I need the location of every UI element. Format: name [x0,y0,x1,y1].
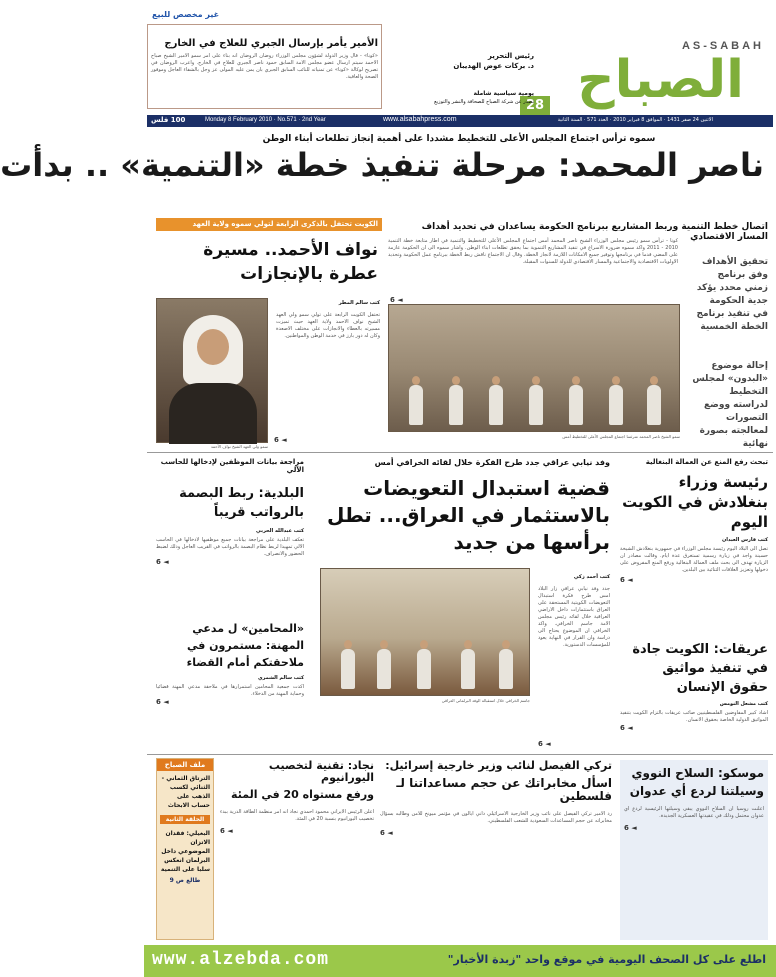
main-photo-person-5 [569,385,583,425]
footer-banner [144,945,776,977]
arifat-page-ref[interactable]: ◄ 6 [620,724,633,732]
baladiya-kicker: مراجعة بيانات الموظفين لإدخالها للحاسب الآلي [160,458,304,474]
turki-body: رد الامير تركي الفيصل على نائب وزير الخارجية الاسرائيلي داني ايالون في مؤتمر ميونخ للامن وطالبه بسؤال مخابراته عن حجم المساعدات السعودية للشعب الفلسطيني. [380,811,612,825]
bangladesh-body: تصل الى البلاد اليوم رئيسة مجلس الوزراء في جمهورية بنغلادش الشيخة حسينة واجد في زيارة رسمية تستغرق عدة ايام. وقالت مصادر ان الزيارة تهدف الى بحث ملف العمالة البنغالية ورفع المنع المفروض على دخولها وتعزيز العلاقات الثنائية بين البلدين. [619,546,768,573]
logo-latin: AS-SABAH [681,40,764,52]
nejad-kicker: نجاد: تقنية لتخصيب اليورانيوم [268,759,374,785]
side-right-headline-2: إحالة موضوع «البدون» لمجلس التخطيط لدراسته ووضع التصورات لمعالجته بصورة نهائية [692,361,768,449]
footer-url[interactable]: www.alzebda.com [152,950,330,970]
tagline-2: تصدر عن شركة الصباح للصحافة والنشر والتوزيع [434,99,534,105]
iraq-section [310,458,610,750]
baladiya-section [156,458,304,608]
lawyers-page-ref[interactable]: ◄ 6 [156,698,169,706]
iraq-photo-person-2 [377,649,391,689]
main-page-number: 6 [390,296,395,304]
logo-block [518,32,768,112]
arifat-headline: عريقات: الكويت جادة في تنفيذ مواثيق حقوق الإنسان [632,642,768,695]
main-kicker: سموه ترأس اجتماع المجلس الأعلى للتخطيط مشددا على أهمية إنجاز تطلعات أبناء الوطن [262,134,656,144]
logo-arabic: الصباح [577,50,744,110]
divider-lower [147,754,773,755]
baladiya-byline: كتب عبدالله الحربي [256,528,304,534]
moscow-page-ref[interactable]: ◄ 6 [624,824,637,832]
nejad-section [220,760,374,940]
file-box-page[interactable]: طالع ص 9 [169,877,201,884]
main-subhead: اتصال خطط التنمية وربط المشاريع ببرنامج الحكومة يساعدان في تحديد أهداف المسار الاقتصادي [421,222,768,242]
iraq-page-number: 6 [538,740,543,748]
baladiya-page-number: 6 [156,558,161,566]
date-strip [147,115,773,127]
turki-headline: اسأل مخابراتك عن حجم مساعداتنا لـ فلسطين [396,776,612,804]
top-box-body: «كونا» - قال وزير الدولة لشؤون مجلس الوزراء روضان الروضان انه بناء على امر سمو الامير الشيخ صباح الاحمد سيتم ارسال عضو مجلس الامة السابق حمود ناصر الجبري للعلاج في الخارج. واعرب الروضان في تصريح لوكالة «كونا» عن تمنياته للنائب السابق الجبري بان يمن عليه المولى عز وجل بالشفاء العاجل وموفور الصحة والعافية. [151,53,378,80]
main-photo-person-2 [449,385,463,425]
main-photo-person-4 [529,385,543,425]
iraq-photo-person-4 [461,649,475,689]
tagline-1: يومية سياسية شاملة [473,90,534,97]
nawaf-caption: سمو ولي العهد الشيخ نواف الأحمد [210,444,268,449]
nejad-body: اعلن الرئيس الايراني محمود احمدي نجاد انه امر منظمة الطاقة الذرية ببدء تخصيب اليورانيوم بنسبة 20 في المئة. [220,809,374,823]
moscow-page-number: 6 [624,824,629,832]
bangladesh-page-number: 6 [620,576,625,584]
lawyers-headline: «المحامين» ل مدعي المهنة: مستمرون في ملاحقتكم أمام القضاء [186,622,304,669]
nawaf-page-ref[interactable]: ◄ 6 [274,436,287,444]
date-ar: الاثنين 24 صفر 1431 · الموافق 8 فبراير 2010 · العدد 571 · السنة الثانية [557,117,713,123]
nawaf-byline: كتب سالم المطر [338,300,380,306]
iraq-body: جدد وفد نيابي عراقي زار البلاد امس طرح فكرة استبدال التعويضات الكويتية المستحقة على العراق باستثمارات داخل الاراضي العراقية خلال لقائه رئيس مجلس الامة جاسم الخرافي. واكد الخرافي ان الموضوع يحتاج الى دراسة وان القرار في النهاية يعود للمؤسسات الدستورية. [538,586,610,648]
iraq-photo-person-1 [341,649,355,689]
nawaf-headline: نواف الأحمد.. مسيرة عطرة بالإنجازات [203,240,378,284]
divider-mid [147,452,773,453]
iraq-photo-person-3 [417,649,431,689]
moscow-body: اعلنت روسيا ان السلاح النووي يبقى وسيلتها الرئيسية لردع اي عدوان محتمل وذلك في عقيدتها العسكرية الجديدة. [624,806,764,819]
main-headline: ناصر المحمد: مرحلة تنفيذ خطة «التنمية» .. بدأت [0,146,764,184]
lawyers-body: اكدت جمعية المحامين استمرارها في ملاحقة مدعي المهنة قضائيا وحماية المهنة من الدخلاء. [156,684,304,697]
iraq-byline: كتب أحمد زكي [573,574,610,580]
baladiya-page-ref[interactable]: ◄ 6 [156,558,169,566]
nejad-page-ref[interactable]: ◄ 6 [220,827,233,836]
turki-kicker: تركي الفيصل لنائب وزير خارجية إسرائيل: [385,759,612,772]
bangladesh-section [620,458,768,643]
baladiya-headline: البلدية: ربط البصمة بالرواتب قريباً [179,486,304,520]
baladiya-body: تعكف البلدية على مراجعة بيانات جميع موظفيها لادخالها في الحاسب الالي تمهيدا لربط نظام البصمة بالرواتب في القريب العاجل وذلك لضبط الحضور والانصراف. [156,537,304,557]
nejad-headline: ورفع مستواه 20 في المئة [231,788,374,802]
nawaf-page-number: 6 [274,436,279,444]
price-label: 100 فلس [151,116,186,124]
editor-info [394,52,534,105]
main-body: كونا - ترأس سمو رئيس مجلس الوزراء الشيخ ناصر المحمد أمس اجتماع المجلس الأعلى للتخطيط والتنمية في اطار متابعة خطة التنمية 2010 - 2011 واكد سموه ضرورة الاسراع في تنفيذ المشاريع التنموية بما يحقق تطلعات ابناء الوطن. واشار سموه الى ان الحكومة عازمة على المضي قدما في برنامجها وتوفير جميع الامكانات اللازمة لانجاز الخطة. وقال ان الاجتماع ناقش ربط الخطة ببرنامج عمل الحكومة وتحديد الاولويات الاقتصادية والاجتماعية والمسار الاقتصادي للدولة للسنوات المقبلة. [388,238,678,265]
iraq-page-ref[interactable]: ◄ 6 [538,740,551,748]
main-page-ref[interactable]: ◄ 6 [390,296,403,304]
iraq-headline: قضية استبدال التعويضات بالاستثمار في العراق... تطل برأسها من جديد [326,476,610,554]
file-box-item-2: البغيلي: فقدان الاتزان الموضوعي داخل البرلمان انعكس سلبا على التنمية [160,830,210,873]
file-box-section: الحلقة الثانية [160,815,210,824]
nawaf-face [197,329,229,365]
editor-title: رئيس التحرير [487,52,534,60]
turki-page-ref[interactable]: ◄ 6 [380,829,393,838]
sabah-file-box [156,758,214,940]
arifat-section [620,640,768,750]
iraq-photo [320,568,530,696]
moscow-section [620,760,768,940]
bangladesh-headline: رئيسة وزراء بنغلادش في الكويت اليوم [622,473,768,531]
nawaf-section [156,218,382,450]
nawaf-body: تحتفل الكويت الرابعة على تولي سمو ولي العهد الشيخ نواف الاحمد ولاية العهد حيث تميزت مسيرته بالعطاء والانجازات على مختلف الاصعدة وكان له دور بارز في خدمة الوطن والمواطنين. [276,312,380,339]
side-right-headline: تحقيق الأهداف وفق برنامج زمني محدد يؤكد جدية الحكومة في تنفيذ برنامج الخطة الخمسية [696,257,768,332]
date-en: Monday 8 February 2010 · No.571 · 2nd Year [205,117,326,123]
nawaf-robe [169,383,257,444]
file-box-header: ملف الصباح [157,759,213,771]
nawaf-photo [156,298,268,443]
not-for-sale-tag: غير مخصص للبيع [152,10,220,19]
arifat-byline: كتب مشعل النومس [719,701,768,707]
iraq-photo-person-5 [499,649,513,689]
top-box-title: الأمير يأمر بإرسال الجبري للعلاج في الخارج [164,38,378,49]
moscow-headline: موسكو: السلاح النووي وسيلتنا لردع أي عدوان [629,766,764,798]
nejad-page-number: 6 [220,827,225,836]
lawyers-byline: كتب سالم الشمري [257,675,304,681]
footer-slogan: اطلع على كل الصحف اليومية في موقع واحد "زبدة الأخبار" [447,953,766,966]
arifat-body: اشاد كبير المفاوضين الفلسطينيين صائب عريقات بالتزام الكويت بتنفيذ المواثيق الدولية الخاصة بحقوق الانسان. [620,710,768,723]
main-photo [388,304,680,432]
issue-badge-number: 28 [525,98,545,113]
lawyers-section [156,620,304,750]
masthead [144,0,776,140]
main-photo-person-1 [409,385,423,425]
iraq-kicker: وفد نيابي عراقي جدد طرح الفكرة خلال لقائه الخرافي أمس [374,458,610,467]
arifat-page-number: 6 [620,724,625,732]
website-link[interactable]: www.alsabahpress.com [383,116,457,123]
bangladesh-byline: كتب فارس العبدان [722,537,768,543]
main-photo-person-6 [609,385,623,425]
turki-section [380,760,612,940]
turki-page-number: 6 [380,829,385,838]
main-photo-person-3 [489,385,503,425]
file-box-item-1: الترتاق الثماني - الثنائي لكسب الذهب على حساب الابحاث [161,775,210,809]
top-news-box [147,24,382,109]
lawyers-page-number: 6 [156,698,161,706]
nawaf-banner: الكويت تحتفل بالذكرى الرابعة لتولي سموه ولاية العهد [156,218,382,231]
main-caption: سمو الشيخ ناصر المحمد مترئسا اجتماع المجلس الأعلى للتخطيط أمس [562,434,680,439]
bangladesh-page-ref[interactable]: ◄ 6 [620,576,633,584]
editor-name: د. بركات عوض الهديبان [453,62,534,70]
iraq-caption: جاسم الخرافي خلال استقباله الوفد البرلماني العراقي [441,698,530,703]
bangladesh-kicker: تبحث رفع المنع عن العمالة البنغالية [645,458,768,466]
main-photo-person-7 [647,385,661,425]
